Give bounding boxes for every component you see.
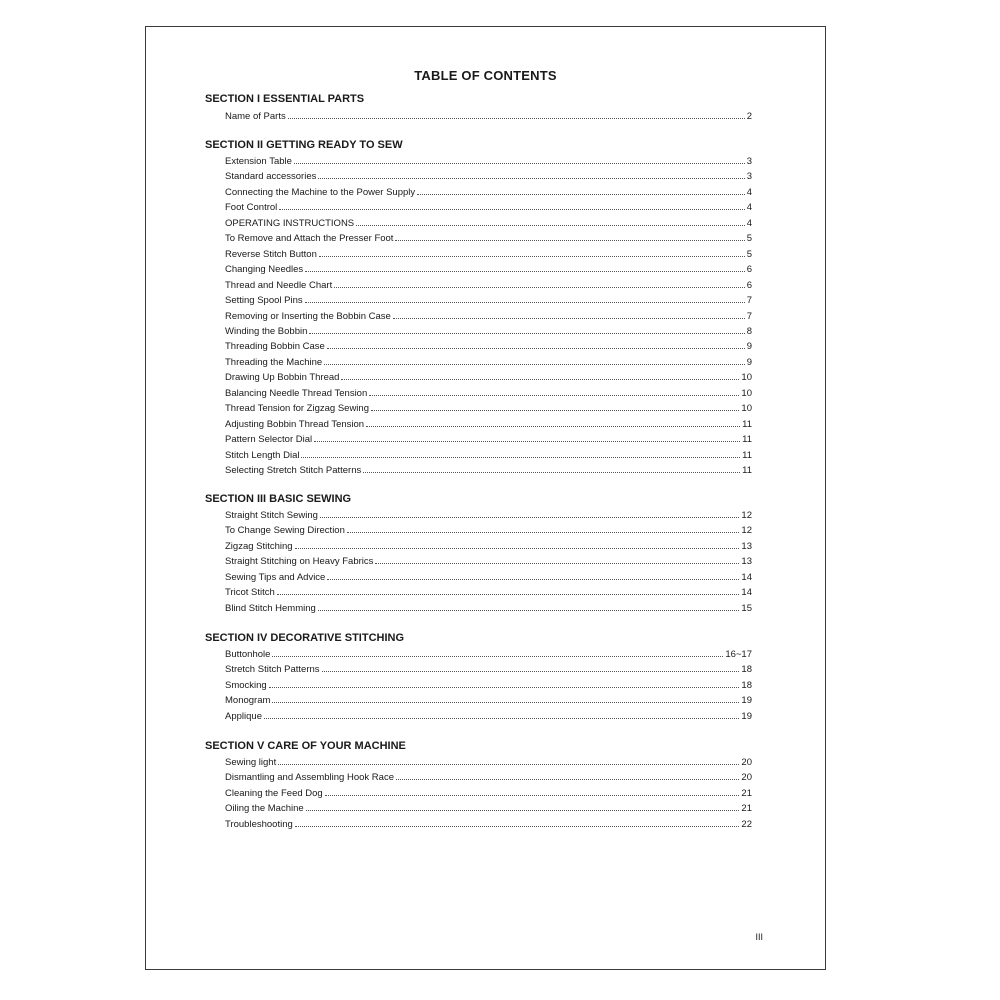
section-heading: SECTION IV DECORATIVE STITCHING — [205, 632, 405, 644]
toc-entry[interactable] — [225, 294, 752, 308]
dot-leader — [306, 810, 740, 811]
toc-entry-page: 12 — [741, 510, 752, 521]
toc-entry-label: Applique — [225, 710, 262, 722]
dot-leader — [318, 610, 740, 611]
toc-entry[interactable] — [225, 387, 752, 401]
toc-entry[interactable] — [225, 449, 752, 463]
toc-entry[interactable] — [225, 787, 752, 801]
toc-entry-label: Standard accessories — [225, 171, 317, 183]
toc-entry-label: Oiling the Machine — [225, 803, 304, 815]
toc-entry-page: 20 — [741, 772, 752, 784]
toc-entry-page: 9 — [746, 341, 752, 353]
dot-leader — [309, 333, 744, 334]
toc-entry-page: 19 — [741, 695, 752, 707]
toc-entry[interactable] — [225, 340, 752, 354]
toc-entry-page: 5 — [746, 248, 752, 260]
toc-entry-label: Monogram — [225, 695, 271, 707]
section-heading: SECTION I ESSENTIAL PARTS — [205, 93, 365, 105]
toc-entry[interactable] — [225, 310, 752, 324]
section-heading: SECTION II GETTING READY TO SEW — [205, 139, 403, 151]
dot-leader — [318, 178, 744, 179]
toc-entry-page: 21 — [741, 803, 752, 815]
dot-leader — [325, 795, 740, 796]
dot-leader — [314, 441, 740, 442]
toc-entry-label: Sewing light — [225, 757, 277, 768]
toc-entry-label: Extension Table — [225, 156, 292, 167]
toc-entry[interactable] — [225, 433, 752, 447]
toc-entry-label: Cleaning the Feed Dog — [225, 787, 323, 799]
dot-leader — [288, 118, 745, 119]
dot-leader — [295, 826, 740, 827]
toc-entry[interactable] — [225, 648, 752, 662]
dot-leader — [347, 532, 740, 533]
toc-entry[interactable] — [225, 232, 752, 246]
toc-entry[interactable] — [225, 663, 752, 677]
toc-entry[interactable] — [225, 371, 752, 385]
toc-entry[interactable] — [225, 540, 752, 554]
toc-entry-label: Threading the Machine — [225, 356, 323, 368]
dot-leader — [269, 687, 740, 688]
toc-entry-label: Selecting Stretch Stitch Patterns — [225, 465, 362, 476]
toc-entry-page: 14 — [741, 571, 752, 583]
toc-entry-page: 18 — [741, 664, 752, 676]
dot-leader — [279, 209, 744, 210]
page-title: TABLE OF CONTENTS — [414, 68, 557, 83]
toc-entry-label: Name of Parts — [225, 111, 286, 122]
toc-entry[interactable] — [225, 356, 752, 370]
toc-entry-page: 8 — [746, 325, 752, 337]
toc-entry-page: 13 — [741, 540, 752, 552]
dot-leader — [295, 548, 740, 549]
toc-entry-page: 11 — [742, 434, 752, 446]
toc-entry-label: Dismantling and Assembling Hook Race — [225, 772, 394, 784]
toc-entry-page: 10 — [741, 372, 752, 384]
dot-leader — [320, 517, 739, 518]
toc-entry[interactable] — [225, 402, 752, 416]
dot-leader — [277, 594, 740, 595]
toc-entry-label: To Change Sewing Direction — [225, 525, 345, 537]
toc-entry-label: Removing or Inserting the Bobbin Case — [225, 310, 391, 322]
toc-entry-page: 12 — [741, 525, 752, 537]
toc-entry-label: Threading Bobbin Case — [225, 341, 325, 353]
toc-entry-page: 19 — [741, 710, 752, 722]
document-page — [145, 26, 826, 970]
toc-entry[interactable] — [225, 524, 752, 538]
dot-leader — [278, 764, 739, 765]
toc-entry[interactable] — [225, 217, 752, 231]
toc-entry-page: 2 — [746, 111, 752, 122]
page-number: III — [755, 932, 763, 942]
toc-entry-label: Winding the Bobbin — [225, 325, 308, 337]
toc-entry[interactable] — [225, 248, 752, 262]
toc-entry-page: 10 — [741, 387, 752, 399]
toc-entry-page: 13 — [741, 556, 752, 568]
toc-entry-page: 9 — [746, 356, 752, 368]
dot-leader — [334, 287, 744, 288]
toc-entry-label: Stretch Stitch Patterns — [225, 664, 320, 676]
dot-leader — [393, 318, 745, 319]
dot-leader — [322, 671, 740, 672]
toc-entry-label: Smocking — [225, 679, 267, 691]
toc-entry-page: 22 — [741, 818, 752, 830]
toc-entry-page: 15 — [741, 602, 752, 614]
toc-entry[interactable] — [225, 586, 752, 600]
toc-entry-label: Pattern Selector Dial — [225, 434, 313, 446]
toc-entry-page: 4 — [746, 202, 752, 214]
toc-entry-page: 7 — [746, 295, 752, 307]
toc-entry[interactable] — [225, 710, 752, 724]
toc-entry-label: Straight Stitch Sewing — [225, 510, 318, 521]
dot-leader — [305, 302, 745, 303]
toc-entry-label: Stitch Length Dial — [225, 449, 300, 461]
toc-entry-label: Foot Control — [225, 202, 278, 214]
toc-entry-page: 6 — [746, 264, 752, 276]
toc-entry[interactable] — [225, 110, 752, 124]
toc-entry[interactable] — [225, 263, 752, 277]
dot-leader — [395, 240, 744, 241]
dot-leader — [272, 656, 723, 657]
dot-leader — [375, 563, 739, 564]
dot-leader — [264, 718, 739, 719]
toc-entry-label: Straight Stitching on Heavy Fabrics — [225, 556, 374, 568]
dot-leader — [366, 426, 740, 427]
toc-entry[interactable] — [225, 509, 752, 523]
dot-leader — [327, 579, 739, 580]
dot-leader — [305, 271, 745, 272]
toc-entry-page: 20 — [741, 757, 752, 768]
toc-entry[interactable] — [225, 279, 752, 293]
toc-entry[interactable] — [225, 771, 752, 785]
section-heading: SECTION III BASIC SEWING — [205, 493, 352, 505]
toc-entry-page: 5 — [746, 233, 752, 245]
toc-entry-label: Thread and Needle Chart — [225, 279, 333, 291]
dot-leader — [356, 225, 745, 226]
toc-entry-page: 4 — [746, 217, 752, 229]
toc-entry-label: Changing Needles — [225, 264, 304, 276]
toc-entry-label: Tricot Stitch — [225, 587, 275, 599]
toc-entry-label: Setting Spool Pins — [225, 295, 303, 307]
toc-entry[interactable] — [225, 694, 752, 708]
toc-entry[interactable] — [225, 186, 752, 200]
toc-entry[interactable] — [225, 555, 752, 569]
dot-leader — [371, 410, 739, 411]
dot-leader — [417, 194, 745, 195]
toc-entry-page: 7 — [746, 310, 752, 322]
dot-leader — [294, 163, 745, 164]
dot-leader — [363, 472, 740, 473]
toc-entry-page: 21 — [741, 787, 752, 799]
toc-entry[interactable] — [225, 325, 752, 339]
toc-entry[interactable] — [225, 418, 752, 432]
toc-entry-page: 16~17 — [725, 649, 752, 660]
toc-entry-label: Troubleshooting — [225, 818, 293, 830]
dot-leader — [324, 364, 745, 365]
toc-entry[interactable] — [225, 818, 752, 832]
dot-leader — [327, 348, 745, 349]
toc-entry-page: 11 — [742, 418, 752, 430]
dot-leader — [396, 779, 739, 780]
toc-entry-label: Zigzag Stitching — [225, 540, 293, 552]
toc-entry-label: Thread Tension for Zigzag Sewing — [225, 403, 369, 415]
toc-entry-page: 4 — [746, 186, 752, 198]
toc-entry-label: Balancing Needle Thread Tension — [225, 387, 368, 399]
toc-entry[interactable] — [225, 802, 752, 816]
toc-entry-label: Sewing Tips and Advice — [225, 571, 326, 583]
toc-entry-page: 3 — [746, 156, 752, 167]
toc-entry[interactable] — [225, 602, 752, 616]
dot-leader — [301, 457, 740, 458]
toc-entry-label: Connecting the Machine to the Power Supply — [225, 186, 416, 198]
toc-entry-page: 3 — [746, 171, 752, 183]
toc-entry-page: 10 — [741, 403, 752, 415]
section-heading: SECTION V CARE OF YOUR MACHINE — [205, 740, 406, 752]
toc-entry[interactable] — [225, 170, 752, 184]
toc-entry[interactable] — [225, 756, 752, 770]
toc-entry[interactable] — [225, 464, 752, 478]
toc-entry-page: 18 — [741, 679, 752, 691]
toc-entry-page: 14 — [741, 587, 752, 599]
toc-entry-page: 6 — [746, 279, 752, 291]
toc-entry[interactable] — [225, 679, 752, 693]
dot-leader — [319, 256, 745, 257]
toc-entry-page: 11 — [742, 449, 752, 461]
toc-entry[interactable] — [225, 571, 752, 585]
toc-entry-label: Buttonhole — [225, 649, 271, 660]
toc-entry-label: Drawing Up Bobbin Thread — [225, 372, 340, 384]
dot-leader — [369, 395, 739, 396]
toc-entry-label: To Remove and Attach the Presser Foot — [225, 233, 394, 245]
toc-entry-label: OPERATING INSTRUCTIONS — [225, 217, 355, 229]
toc-entry-label: Reverse Stitch Button — [225, 248, 317, 260]
toc-entry-page: 11 — [742, 465, 752, 476]
toc-entry[interactable] — [225, 155, 752, 169]
toc-entry[interactable] — [225, 201, 752, 215]
toc-entry-label: Adjusting Bobbin Thread Tension — [225, 418, 365, 430]
toc-entry-label: Blind Stitch Hemming — [225, 602, 316, 614]
dot-leader — [272, 702, 739, 703]
dot-leader — [341, 379, 739, 380]
